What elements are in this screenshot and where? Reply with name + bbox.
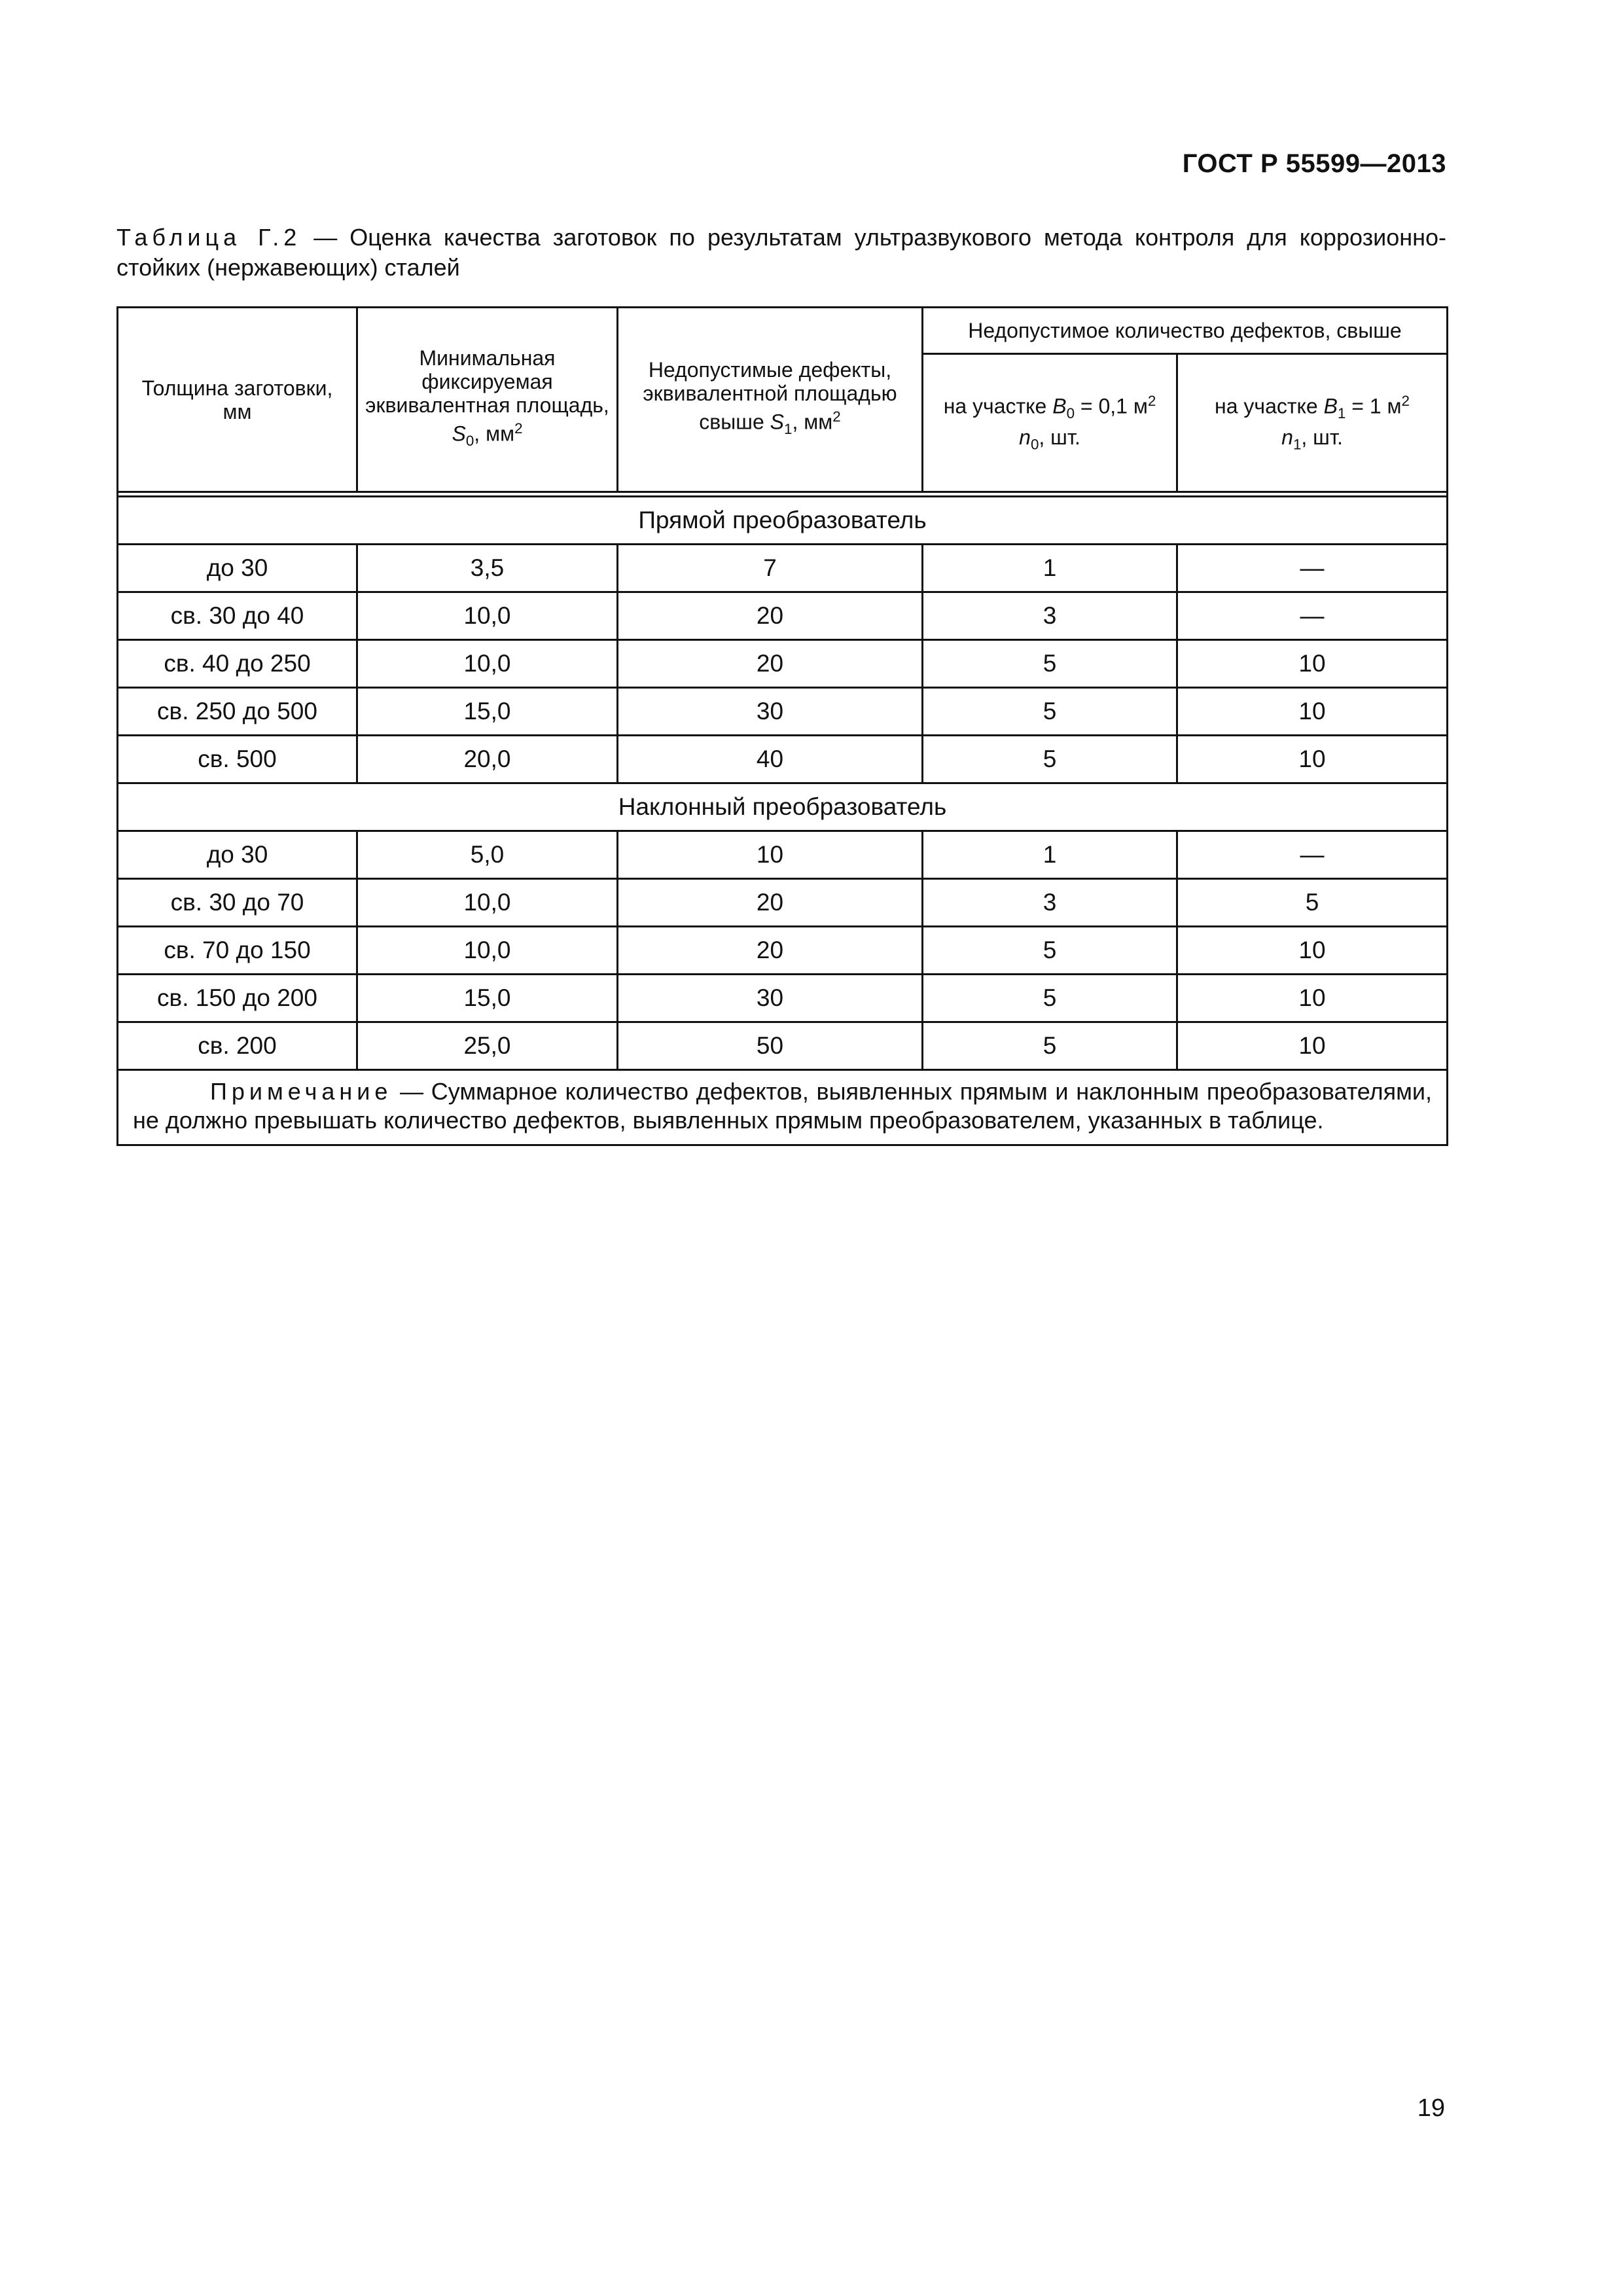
cell-defects-area: 20 — [618, 640, 923, 688]
cell-thickness: св. 200 — [118, 1022, 357, 1070]
cell-min-area: 3,5 — [357, 545, 618, 592]
table-row — [118, 736, 1448, 783]
table-note — [118, 1070, 1448, 1145]
cell-thickness: св. 250 до 500 — [118, 688, 357, 736]
page-number: 19 — [1417, 2094, 1445, 2122]
cell-count-b1: 10 — [1177, 1022, 1448, 1070]
cell-count-b1: 10 — [1177, 736, 1448, 783]
cell-count-b0: 1 — [923, 831, 1177, 879]
cell-count-b1: — — [1177, 592, 1448, 640]
cell-defects-area: 10 — [618, 831, 923, 879]
header-min-area: Минимальная фиксируемая эквивалентная площадь, $S_0$, $мм^2$ — [357, 308, 618, 492]
cell-count-b0: 5 — [923, 688, 1177, 736]
cell-thickness: св. 500 — [118, 736, 357, 783]
cell-thickness: св. 150 до 200 — [118, 975, 357, 1022]
cell-defects-area: 20 — [618, 879, 923, 927]
table-note-text: — Суммарное количество дефектов, выявленных прямым и наклонным преобразователями, не должно превышать количество дефектов, выявленных прямым преобразователем, указанных в таблице. — [133, 1078, 1432, 1134]
header-area-b0: на участке $B_0 = 0,1$ $м^2$ $n_0$, шт. — [923, 354, 1177, 492]
table-caption-label: Таблица Г.2 — [116, 224, 302, 251]
header-area-b1: на участке $B_1 = 1$ $м^2$ $n_1$, шт. — [1177, 354, 1448, 492]
cell-thickness: св. 30 до 40 — [118, 592, 357, 640]
cell-defects-area: 20 — [618, 927, 923, 975]
table-row — [118, 688, 1448, 736]
table-row — [118, 879, 1448, 927]
cell-min-area: 25,0 — [357, 1022, 618, 1070]
cell-defects-area: 30 — [618, 975, 923, 1022]
cell-min-area: 15,0 — [357, 975, 618, 1022]
cell-count-b0: 5 — [923, 1022, 1177, 1070]
cell-min-area: 20,0 — [357, 736, 618, 783]
cell-count-b0: 5 — [923, 640, 1177, 688]
cell-count-b0: 5 — [923, 927, 1177, 975]
cell-min-area: 10,0 — [357, 879, 618, 927]
table-row — [118, 927, 1448, 975]
cell-thickness: до 30 — [118, 831, 357, 879]
cell-count-b0: 1 — [923, 545, 1177, 592]
cell-count-b1: 10 — [1177, 640, 1448, 688]
header-separator — [118, 492, 1448, 497]
table-row — [118, 975, 1448, 1022]
cell-min-area: 10,0 — [357, 927, 618, 975]
defects-table — [116, 306, 1448, 1146]
header-defects-area: Недопустимые дефекты, эквивалентной площадью свыше $S_1$, $мм^2$ — [618, 308, 923, 492]
cell-count-b1: 5 — [1177, 879, 1448, 927]
cell-count-b1: 10 — [1177, 688, 1448, 736]
cell-min-area: 10,0 — [357, 640, 618, 688]
header-defects-count-group: Недопустимое количество дефектов, свыше — [923, 308, 1448, 354]
cell-defects-area: 20 — [618, 592, 923, 640]
cell-defects-area: 30 — [618, 688, 923, 736]
table-row — [118, 592, 1448, 640]
cell-thickness: св. 70 до 150 — [118, 927, 357, 975]
cell-min-area: 15,0 — [357, 688, 618, 736]
cell-defects-area: 40 — [618, 736, 923, 783]
cell-count-b0: 5 — [923, 736, 1177, 783]
table-caption-text: — Оценка качества заготовок по результатам ультразвукового метода контроля для коррозионно-стойких (нержавеющих) сталей — [116, 224, 1446, 281]
cell-min-area: 10,0 — [357, 592, 618, 640]
cell-thickness: до 30 — [118, 545, 357, 592]
cell-count-b0: 5 — [923, 975, 1177, 1022]
cell-thickness: св. 30 до 70 — [118, 879, 357, 927]
cell-thickness: св. 40 до 250 — [118, 640, 357, 688]
cell-defects-area: 50 — [618, 1022, 923, 1070]
table-row — [118, 640, 1448, 688]
table-caption — [116, 223, 1446, 283]
cell-count-b1: 10 — [1177, 975, 1448, 1022]
section-title: Наклонный преобразователь — [118, 783, 1448, 831]
cell-count-b0: 3 — [923, 592, 1177, 640]
cell-defects-area: 7 — [618, 545, 923, 592]
cell-count-b1: 10 — [1177, 927, 1448, 975]
header-thickness: Толщина заготовки, мм — [118, 308, 357, 492]
table-row — [118, 545, 1448, 592]
cell-count-b1: — — [1177, 545, 1448, 592]
table-row — [118, 1022, 1448, 1070]
table-row — [118, 831, 1448, 879]
section-title: Прямой преобразователь — [118, 497, 1448, 545]
cell-count-b0: 3 — [923, 879, 1177, 927]
table-note-label: Примечание — [210, 1078, 393, 1105]
cell-count-b1: — — [1177, 831, 1448, 879]
cell-min-area: 5,0 — [357, 831, 618, 879]
document-code: ГОСТ Р 55599—2013 — [1182, 149, 1446, 178]
